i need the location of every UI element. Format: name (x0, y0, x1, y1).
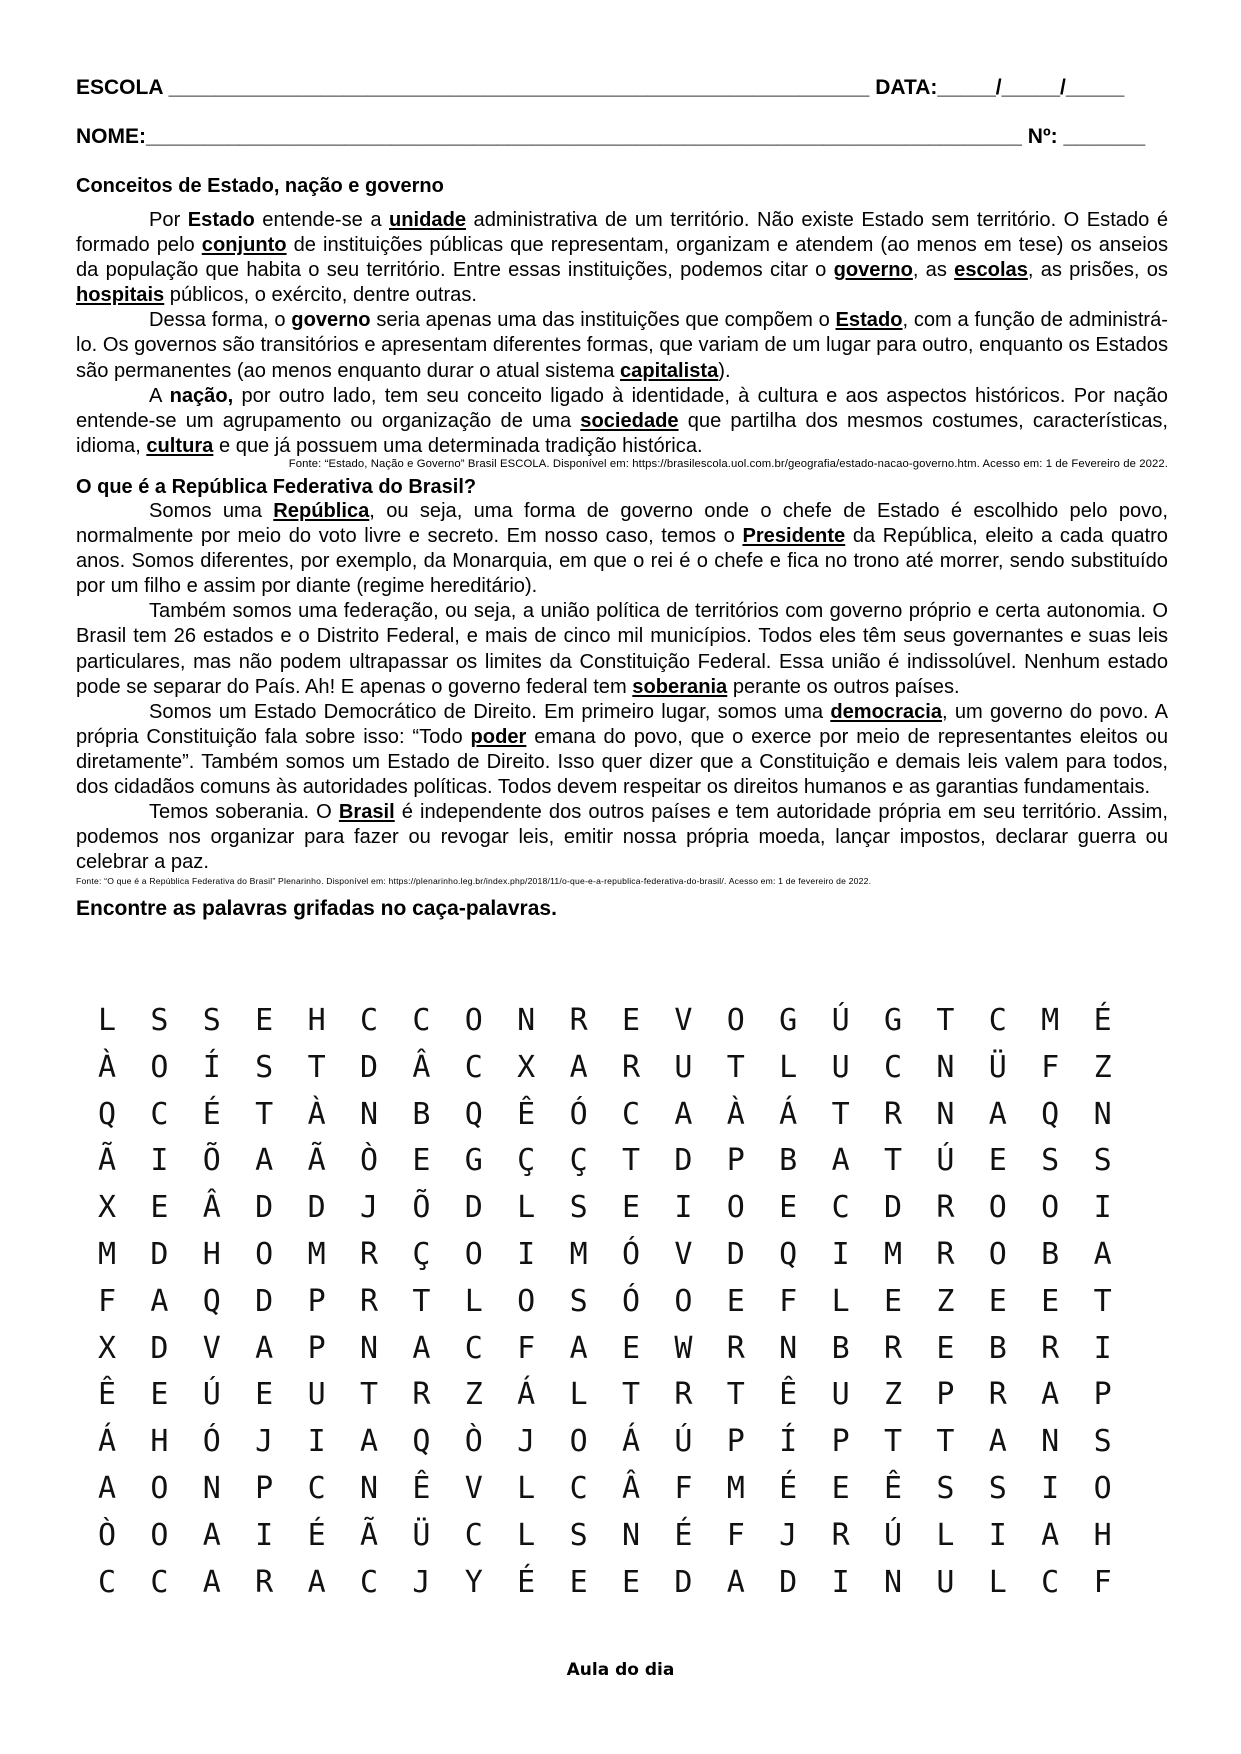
wordsearch-letter[interactable]: T (883, 1143, 903, 1179)
wordsearch-letter[interactable]: Ú (936, 1143, 955, 1179)
wordsearch-letter[interactable]: Ó (569, 1096, 588, 1132)
wordsearch-letter[interactable]: B (988, 1330, 1007, 1366)
wordsearch-letter[interactable]: L (831, 1283, 850, 1319)
wordsearch-letter[interactable]: Ó (621, 1237, 641, 1272)
wordsearch-letter[interactable]: S (202, 1003, 221, 1038)
wordsearch-letter[interactable]: A (831, 1143, 850, 1179)
wordsearch-letter[interactable]: Ó (621, 1283, 641, 1319)
wordsearch-letter[interactable]: C (988, 1003, 1007, 1038)
wordsearch-letter[interactable]: O (150, 1049, 169, 1085)
wordsearch-letter[interactable]: E (621, 1003, 641, 1038)
wordsearch-letter[interactable]: Ç (517, 1143, 536, 1179)
section2-source: Fonte: “O que é a República Federativa do Brasil” Plenarinho. Disponível em: https://plenarinho.leg.br/index.php/2018/11/o-que-e-a-republica-federativa-do-brasil/. Acesso em: 1 de fevereiro de 2022. (76, 876, 872, 887)
wordsearch-letter[interactable]: T (621, 1377, 641, 1413)
wordsearch-letter[interactable]: A (412, 1330, 431, 1366)
wordsearch-letter[interactable]: F (1041, 1049, 1060, 1085)
wordsearch-letter[interactable]: O (464, 1237, 483, 1272)
wordsearch-letter[interactable]: S (936, 1471, 955, 1506)
wordsearch-letter[interactable]: S (1093, 1143, 1112, 1179)
wordsearch-letter[interactable]: O (150, 1471, 169, 1506)
wordsearch-letter[interactable]: S (150, 1003, 169, 1038)
wordsearch-letter[interactable]: A (988, 1424, 1007, 1460)
wordsearch-letter[interactable]: D (464, 1190, 483, 1226)
wordsearch-letter[interactable]: Ã (307, 1143, 326, 1179)
wordsearch-letter[interactable]: Á (97, 1424, 117, 1460)
wordsearch-letter[interactable]: Ê (517, 1096, 536, 1132)
wordsearch-letter[interactable]: D (150, 1330, 169, 1366)
wordsearch-letter[interactable]: E (255, 1377, 274, 1413)
wordsearch-letter[interactable]: Ü (412, 1517, 431, 1553)
wordsearch-letter[interactable]: R (359, 1283, 379, 1319)
wordsearch-letter[interactable]: Á (517, 1377, 536, 1413)
wordsearch-letter[interactable]: E (255, 1003, 274, 1038)
wordsearch-letter[interactable]: Á (779, 1096, 798, 1132)
wordsearch-letter[interactable]: B (831, 1330, 850, 1366)
wordsearch-letter[interactable]: C (569, 1471, 588, 1506)
wordsearch-letter[interactable]: É (202, 1096, 221, 1132)
wordsearch-letter[interactable]: U (936, 1564, 955, 1600)
wordsearch-letter[interactable]: R (255, 1564, 274, 1600)
wordsearch-letter[interactable]: S (569, 1283, 588, 1319)
wordsearch-letter[interactable]: G (464, 1143, 483, 1179)
wordsearch-letter[interactable]: N (359, 1096, 379, 1132)
wordsearch-letter[interactable]: O (464, 1003, 483, 1038)
wordsearch-letter[interactable]: A (255, 1330, 274, 1366)
wordsearch-letter[interactable]: À (726, 1096, 745, 1132)
section2-paragraph-2: Também somos uma federação, ou seja, a união política de territórios com governo próprio e certa autonomia. O Brasil tem 26 estados e o Distrito Federal, e mais de cinco mil municípios. Todos eles têm seus governantes e suas leis particulares, mas não podem ultrapassar os limites da Constituição Federal. Essa união é indissolúvel. Nenhum estado pode se separar do País. Ah! E apenas o governo federal tem soberania perante os outros países. (76, 600, 1168, 698)
wordsearch-letter[interactable]: Q (464, 1096, 483, 1132)
wordsearch-letter[interactable]: U (674, 1049, 693, 1085)
wordsearch-letter[interactable]: B (1041, 1237, 1060, 1272)
wordsearch-letter[interactable]: M (97, 1237, 117, 1272)
wordsearch-letter[interactable]: T (307, 1049, 326, 1085)
wordsearch-letter[interactable]: E (621, 1564, 641, 1600)
wordsearch-letter[interactable]: E (621, 1330, 641, 1366)
wordsearch-letter[interactable]: D (255, 1190, 274, 1226)
wordsearch-letter[interactable]: U (307, 1377, 326, 1413)
wordsearch-letter[interactable]: Á (621, 1424, 641, 1460)
wordsearch-letter[interactable]: F (726, 1517, 745, 1553)
wordsearch-letter[interactable]: E (831, 1471, 850, 1506)
wordsearch-letter[interactable]: A (150, 1283, 169, 1319)
number-field[interactable]: Nº: _______ (1027, 125, 1146, 148)
wordsearch-letter[interactable]: I (255, 1517, 274, 1553)
wordsearch-letter[interactable]: V (464, 1471, 483, 1506)
wordsearch-letter[interactable]: P (307, 1283, 326, 1319)
wordsearch-letter[interactable]: É (517, 1564, 536, 1600)
wordsearch-letter[interactable]: Ò (97, 1517, 117, 1553)
wordsearch-letter[interactable]: O (1041, 1190, 1060, 1226)
wordsearch-letter[interactable]: I (307, 1424, 326, 1460)
wordsearch-letter[interactable]: J (359, 1190, 379, 1226)
wordsearch-letter[interactable]: L (464, 1283, 483, 1319)
wordsearch-letter[interactable]: T (936, 1003, 955, 1038)
wordsearch-letter[interactable]: E (1041, 1283, 1060, 1319)
wordsearch-letter[interactable]: N (202, 1471, 221, 1506)
wordsearch-letter[interactable]: B (779, 1143, 798, 1179)
wordsearch-letter[interactable]: I (150, 1143, 169, 1179)
wordsearch-letter[interactable]: C (359, 1564, 379, 1600)
wordsearch-letter[interactable]: T (1093, 1283, 1112, 1319)
wordsearch-letter[interactable]: S (569, 1190, 588, 1226)
wordsearch-letter[interactable]: T (726, 1377, 745, 1413)
wordsearch-letter[interactable]: T (621, 1143, 641, 1179)
section1-source: Fonte: “Estado, Nação e Governo” Brasil ESCOLA. Disponível em: https://brasilescola.uol.com.br/geografia/estado-nacao-governo.htm. Acesso em: 1 de Fevereiro de 2022. (288, 457, 1168, 470)
wordsearch-title: Encontre as palavras grifadas no caça-palavras. (76, 897, 557, 921)
wordsearch-letter[interactable]: G (779, 1003, 798, 1038)
nome-blank[interactable]: ___________________________________________________________________________ (146, 125, 1022, 148)
wordsearch-letter[interactable]: E (779, 1190, 798, 1226)
wordsearch-letter[interactable]: I (831, 1564, 850, 1600)
wordsearch-letter[interactable]: O (517, 1283, 536, 1319)
section1-paragraph-1: Por Estado entende-se a unidade administrativa de um território. Não existe Estado sem território. O Estado é formado pelo conjunto de instituições públicas que representam, organizam e atendem (ao menos em tese) os anseios da população que habita o seu território. Entre essas instituições, podemos citar o governo, as escolas, as prisões, os hospitais públicos, o exército, dentre outras. (76, 209, 1168, 307)
wordsearch-letter[interactable]: C (150, 1096, 169, 1132)
wordsearch-letter[interactable]: D (307, 1190, 326, 1226)
wordsearch-letter[interactable]: À (307, 1096, 326, 1132)
wordsearch-letter[interactable]: V (674, 1237, 693, 1272)
wordsearch-letter[interactable]: Ü (988, 1049, 1007, 1085)
wordsearch-letter[interactable]: N (1093, 1096, 1112, 1132)
footer-text: Aula do dia (566, 1660, 675, 1680)
wordsearch-letter[interactable]: H (1093, 1517, 1112, 1553)
wordsearch-letter[interactable]: Í (779, 1424, 798, 1460)
wordsearch-letter[interactable]: N (359, 1330, 379, 1366)
wordsearch-letter[interactable]: I (831, 1237, 850, 1272)
wordsearch-letter[interactable]: T (831, 1096, 850, 1132)
wordsearch-letter[interactable]: R (569, 1003, 588, 1038)
wordsearch-letter[interactable]: Y (464, 1564, 483, 1600)
wordsearch-letter[interactable]: O (674, 1283, 693, 1319)
wordsearch-letter[interactable]: R (883, 1096, 903, 1132)
wordsearch-letter[interactable]: A (988, 1096, 1007, 1132)
wordsearch-letter[interactable]: D (883, 1190, 903, 1226)
wordsearch-letter[interactable]: L (779, 1049, 798, 1085)
section2-paragraph-4: Temos soberania. O Brasil é independente dos outros países e tem autoridade própria em seu território. Assim, podemos nos organizar para fazer ou revogar leis, emitir nossa própria moeda, lançar impostos, declarar guerra ou celebrar a paz. (76, 801, 1168, 874)
wordsearch-letter[interactable]: I (674, 1190, 693, 1226)
wordsearch-letter[interactable]: I (1093, 1190, 1112, 1226)
wordsearch-letter[interactable]: S (255, 1049, 274, 1085)
wordsearch-letter[interactable]: A (1041, 1517, 1060, 1553)
wordsearch-letter[interactable]: D (359, 1049, 379, 1085)
wordsearch-letter[interactable]: U (831, 1049, 850, 1085)
wordsearch-letter[interactable]: R (674, 1377, 693, 1413)
wordsearch-letter[interactable]: Q (1041, 1096, 1060, 1132)
wordsearch-letter[interactable]: N (936, 1049, 955, 1085)
wordsearch-letter[interactable]: B (412, 1096, 431, 1132)
wordsearch-letter[interactable]: Z (464, 1377, 483, 1413)
wordsearch-letter[interactable]: A (674, 1096, 693, 1132)
wordsearch-letter[interactable]: F (779, 1283, 798, 1319)
name-line (76, 125, 1168, 149)
wordsearch-letter[interactable]: D (674, 1143, 693, 1179)
wordsearch-letter[interactable]: E (988, 1283, 1007, 1319)
wordsearch-letter[interactable]: T (255, 1096, 274, 1132)
wordsearch-letter[interactable]: C (97, 1564, 117, 1600)
wordsearch-letter[interactable]: D (150, 1237, 169, 1272)
wordsearch-letter[interactable]: O (988, 1190, 1007, 1226)
wordsearch-letter[interactable]: E (150, 1377, 169, 1413)
wordsearch-letter[interactable]: A (1093, 1237, 1112, 1272)
wordsearch-letter[interactable]: A (202, 1517, 221, 1553)
wordsearch-letter[interactable]: Â (202, 1190, 221, 1226)
wordsearch-letter[interactable]: L (517, 1190, 536, 1226)
wordsearch-letter[interactable]: I (1093, 1330, 1112, 1366)
wordsearch-letter[interactable]: Ú (202, 1377, 221, 1413)
worksheet (76, 72, 1168, 921)
wordsearch-letter[interactable]: S (569, 1517, 588, 1553)
wordsearch-letter[interactable]: T (883, 1424, 903, 1460)
wordsearch-letter[interactable]: É (779, 1471, 798, 1506)
wordsearch-letter[interactable]: Q (412, 1424, 431, 1460)
wordsearch-letter[interactable]: E (621, 1190, 641, 1226)
wordsearch-letter[interactable]: P (255, 1471, 274, 1506)
wordsearch-letter[interactable]: E (936, 1330, 955, 1366)
wordsearch-letter[interactable]: É (307, 1517, 326, 1553)
wordsearch-letter[interactable]: E (726, 1283, 745, 1319)
wordsearch-letter[interactable]: V (674, 1003, 693, 1038)
wordsearch-letter[interactable]: A (255, 1143, 274, 1179)
wordsearch-letter[interactable]: Z (1093, 1049, 1112, 1085)
wordsearch-letter[interactable]: A (97, 1471, 117, 1506)
wordsearch-letter[interactable]: R (936, 1190, 955, 1226)
wordsearch-letter[interactable]: R (359, 1237, 379, 1272)
wordsearch-letter[interactable]: N (359, 1471, 379, 1506)
wordsearch-letter[interactable]: M (569, 1237, 588, 1272)
wordsearch-letter[interactable]: N (621, 1517, 641, 1553)
wordsearch-letter[interactable]: A (569, 1330, 588, 1366)
wordsearch-letter[interactable]: E (150, 1190, 169, 1226)
wordsearch-letter[interactable]: N (936, 1096, 955, 1132)
wordsearch-letter[interactable]: S (1041, 1143, 1060, 1179)
wordsearch-letter[interactable]: C (883, 1049, 903, 1085)
wordsearch-letter[interactable]: Ú (883, 1517, 903, 1553)
wordsearch-letter[interactable]: O (569, 1424, 588, 1460)
wordsearch-letter[interactable]: T (936, 1424, 955, 1460)
wordsearch-letter[interactable]: A (1041, 1377, 1060, 1413)
date-field[interactable]: DATA:_____/_____/_____ (875, 76, 1125, 99)
wordsearch-letter[interactable]: L (97, 1003, 117, 1038)
wordsearch-letter[interactable]: Ç (412, 1237, 431, 1272)
wordsearch-letter[interactable]: N (1041, 1424, 1060, 1460)
wordsearch-letter[interactable]: U (831, 1377, 850, 1413)
wordsearch-letter[interactable]: X (97, 1330, 117, 1366)
wordsearch-letter[interactable]: L (517, 1517, 536, 1553)
wordsearch-letter[interactable]: C (359, 1003, 379, 1038)
wordsearch-letter[interactable]: O (1093, 1471, 1112, 1506)
wordsearch-letter[interactable]: L (569, 1377, 588, 1413)
wordsearch-letter[interactable]: R (621, 1049, 641, 1085)
wordsearch-letter[interactable]: Í (202, 1049, 221, 1085)
section1-title: Conceitos de Estado, nação e governo (76, 175, 444, 197)
wordsearch-letter[interactable]: H (202, 1237, 221, 1272)
wordsearch-letter[interactable]: A (359, 1424, 379, 1460)
wordsearch-letter[interactable]: Ê (97, 1377, 117, 1413)
wordsearch-letter[interactable]: E (988, 1143, 1007, 1179)
wordsearch-letter[interactable]: O (150, 1517, 169, 1553)
wordsearch-letter[interactable]: J (779, 1517, 798, 1553)
wordsearch-letter[interactable]: Ê (883, 1471, 903, 1506)
wordsearch-letter[interactable]: Õ (202, 1143, 221, 1179)
wordsearch-letter[interactable]: Ç (569, 1143, 588, 1179)
wordsearch-letter[interactable]: R (412, 1377, 431, 1413)
wordsearch-letter[interactable]: Z (883, 1377, 903, 1413)
wordsearch-letter[interactable]: F (674, 1471, 693, 1506)
wordsearch-letter[interactable]: O (726, 1190, 745, 1226)
wordsearch-letter[interactable]: X (517, 1049, 536, 1085)
wordsearch-letter[interactable]: I (1041, 1471, 1060, 1506)
wordsearch-letter[interactable]: Ã (359, 1517, 379, 1553)
wordsearch-letter[interactable]: L (936, 1517, 955, 1553)
wordsearch-letter[interactable]: M (307, 1237, 326, 1272)
wordsearch-letter[interactable]: P (307, 1330, 326, 1366)
wordsearch-letter[interactable]: D (779, 1564, 798, 1600)
wordsearch-letter[interactable]: D (674, 1564, 693, 1600)
wordsearch-letter[interactable]: R (831, 1517, 850, 1553)
section2-paragraph-1: Somos uma República, ou seja, uma forma de governo onde o chefe de Estado é escolhido pelo povo, normalmente por meio do voto livre e secreto. Em nosso caso, temos o Presidente da República, eleito a cada quatro anos. Somos diferentes, por exemplo, da Monarquia, em que o rei é o chefe e fica no trono até morrer, sendo substituído por um filho e assim por diante (regime hereditário). (76, 499, 1168, 598)
wordsearch-letter[interactable]: Q (779, 1237, 798, 1272)
wordsearch-letter[interactable]: H (307, 1003, 326, 1038)
wordsearch-letter[interactable]: T (359, 1377, 379, 1413)
wordsearch-letter[interactable]: P (726, 1424, 745, 1460)
wordsearch-letter[interactable]: O (988, 1237, 1007, 1272)
wordsearch-letter[interactable]: C (150, 1564, 169, 1600)
wordsearch-letter[interactable]: R (936, 1237, 955, 1272)
wordsearch-letter[interactable]: J (255, 1424, 274, 1460)
nome-label: NOME: (76, 125, 146, 148)
wordsearch-letter[interactable]: R (883, 1330, 903, 1366)
wordsearch-letter[interactable]: R (988, 1377, 1007, 1413)
wordsearch-letter[interactable]: Â (621, 1471, 641, 1506)
wordsearch-letter[interactable]: N (883, 1564, 903, 1600)
wordsearch-letter[interactable]: C (464, 1330, 483, 1366)
wordsearch-letter[interactable]: C (1041, 1564, 1060, 1600)
wordsearch-letter[interactable]: Ê (412, 1471, 431, 1506)
wordsearch-letter[interactable]: Â (412, 1049, 431, 1085)
wordsearch-letter[interactable]: Õ (412, 1190, 431, 1226)
wordsearch-letter[interactable]: P (1093, 1377, 1112, 1413)
wordsearch-letter[interactable]: S (1093, 1424, 1112, 1460)
wordsearch-letter[interactable]: L (988, 1564, 1007, 1600)
wordsearch-letter[interactable]: Ã (97, 1143, 117, 1179)
wordsearch-letter[interactable]: C (464, 1517, 483, 1553)
wordsearch-letter[interactable]: R (1041, 1330, 1060, 1366)
wordsearch-letter[interactable]: D (255, 1283, 274, 1319)
wordsearch-letter[interactable]: A (202, 1564, 221, 1600)
wordsearch-letter[interactable]: F (517, 1330, 536, 1366)
wordsearch-letter[interactable]: L (517, 1471, 536, 1506)
wordsearch-letter[interactable]: Ò (359, 1143, 379, 1179)
wordsearch-letter[interactable]: A (307, 1564, 326, 1600)
wordsearch-letter[interactable]: M (1041, 1003, 1060, 1038)
wordsearch-letter[interactable]: P (831, 1424, 850, 1460)
wordsearch-letter[interactable]: M (883, 1237, 903, 1272)
section2-paragraph-3: Somos um Estado Democrático de Direito. Em primeiro lugar, somos uma democracia, um governo do povo. A própria Constituição fala sobre isso: “Todo poder emana do povo, que o exerce por meio de representantes eleitos ou diretamente”. Também somos um Estado de Direito. Isso quer dizer que a Constituição e demais leis valem para todos, dos cidadãos comuns às autoridades políticas. Todos devem respeitar os direitos humanos e as garantias fundamentais. (76, 700, 1169, 798)
wordsearch-letter[interactable]: E (569, 1564, 588, 1600)
wordsearch-letter[interactable]: N (779, 1330, 798, 1366)
wordsearch-letter[interactable]: F (1093, 1564, 1112, 1600)
wordsearch-letter[interactable]: Q (202, 1283, 221, 1319)
wordsearch-letter[interactable]: E (883, 1283, 903, 1319)
wordsearch-letter[interactable]: C (307, 1471, 326, 1506)
wordsearch-letter[interactable]: V (202, 1330, 221, 1366)
wordsearch-letter[interactable]: O (726, 1003, 745, 1038)
wordsearch-letter[interactable]: F (97, 1283, 117, 1319)
wordsearch-letter[interactable]: I (988, 1517, 1007, 1553)
section2-title: O que é a República Federativa do Brasil? (76, 475, 477, 498)
wordsearch-letter[interactable]: Ê (779, 1377, 798, 1413)
wordsearch-letter[interactable]: Ú (674, 1424, 693, 1460)
wordsearch-letter[interactable]: R (726, 1330, 745, 1366)
wordsearch-letter[interactable]: P (936, 1377, 955, 1413)
wordsearch-letter[interactable]: J (517, 1424, 536, 1460)
wordsearch-letter[interactable]: Z (936, 1283, 955, 1319)
wordsearch-letter[interactable]: J (412, 1564, 431, 1600)
wordsearch-letter[interactable]: Q (97, 1096, 117, 1132)
wordsearch-letter[interactable]: C (621, 1096, 641, 1132)
wordsearch-letter[interactable]: M (726, 1471, 745, 1506)
wordsearch-letter[interactable]: E (412, 1143, 431, 1179)
wordsearch-letter[interactable]: G (883, 1003, 903, 1038)
wordsearch-letter[interactable]: Ó (202, 1424, 221, 1460)
wordsearch-letter[interactable]: I (517, 1237, 536, 1272)
wordsearch-letter[interactable]: H (150, 1424, 169, 1460)
wordsearch-letter[interactable]: P (726, 1143, 745, 1179)
wordsearch-letter[interactable]: É (1093, 1003, 1112, 1038)
wordsearch-letter[interactable]: A (569, 1049, 588, 1085)
wordsearch-letter[interactable]: D (726, 1237, 745, 1272)
wordsearch-letter[interactable]: S (988, 1471, 1007, 1506)
wordsearch-letter[interactable]: W (674, 1330, 693, 1366)
wordsearch-letter[interactable]: É (674, 1517, 693, 1553)
wordsearch-letter[interactable]: O (255, 1237, 274, 1272)
wordsearch-letter[interactable]: A (726, 1564, 745, 1600)
wordsearch-letter[interactable]: X (97, 1190, 117, 1226)
section1-paragraph-2: Dessa forma, o governo seria apenas uma das instituições que compõem o Estado, com a função de administrá-lo. Os governos são transitórios e apresentam diferentes formas, que variam de um lugar para outro, enquanto os Estados são permanentes (ao menos enquanto durar o atual sistema capitalista). (76, 309, 1168, 382)
school-line (76, 76, 1168, 100)
wordsearch-letter[interactable]: C (831, 1190, 850, 1226)
escola-blank[interactable]: ____________________________________________________________ (168, 76, 870, 99)
section1-paragraph-3: A nação, por outro lado, tem seu conceito ligado à identidade, à cultura e aos aspectos históricos. Por nação entende-se um agrupamento ou organização de uma sociedade que partilha dos mesmos costumes, características, idioma, cultura e que já possuem uma determinada tradição histórica. (76, 384, 1168, 457)
wordsearch-letter[interactable]: C (464, 1049, 483, 1085)
wordsearch-letter[interactable]: N (517, 1003, 536, 1038)
wordsearch-letter[interactable]: Ú (831, 1003, 850, 1038)
wordsearch-letter[interactable]: C (412, 1003, 431, 1038)
escola-label: ESCOLA (76, 76, 163, 99)
wordsearch-letter[interactable]: Ò (464, 1424, 483, 1460)
wordsearch-letter[interactable]: T (412, 1283, 431, 1319)
wordsearch-letter[interactable]: À (97, 1049, 117, 1085)
wordsearch-letter[interactable]: T (726, 1049, 745, 1085)
